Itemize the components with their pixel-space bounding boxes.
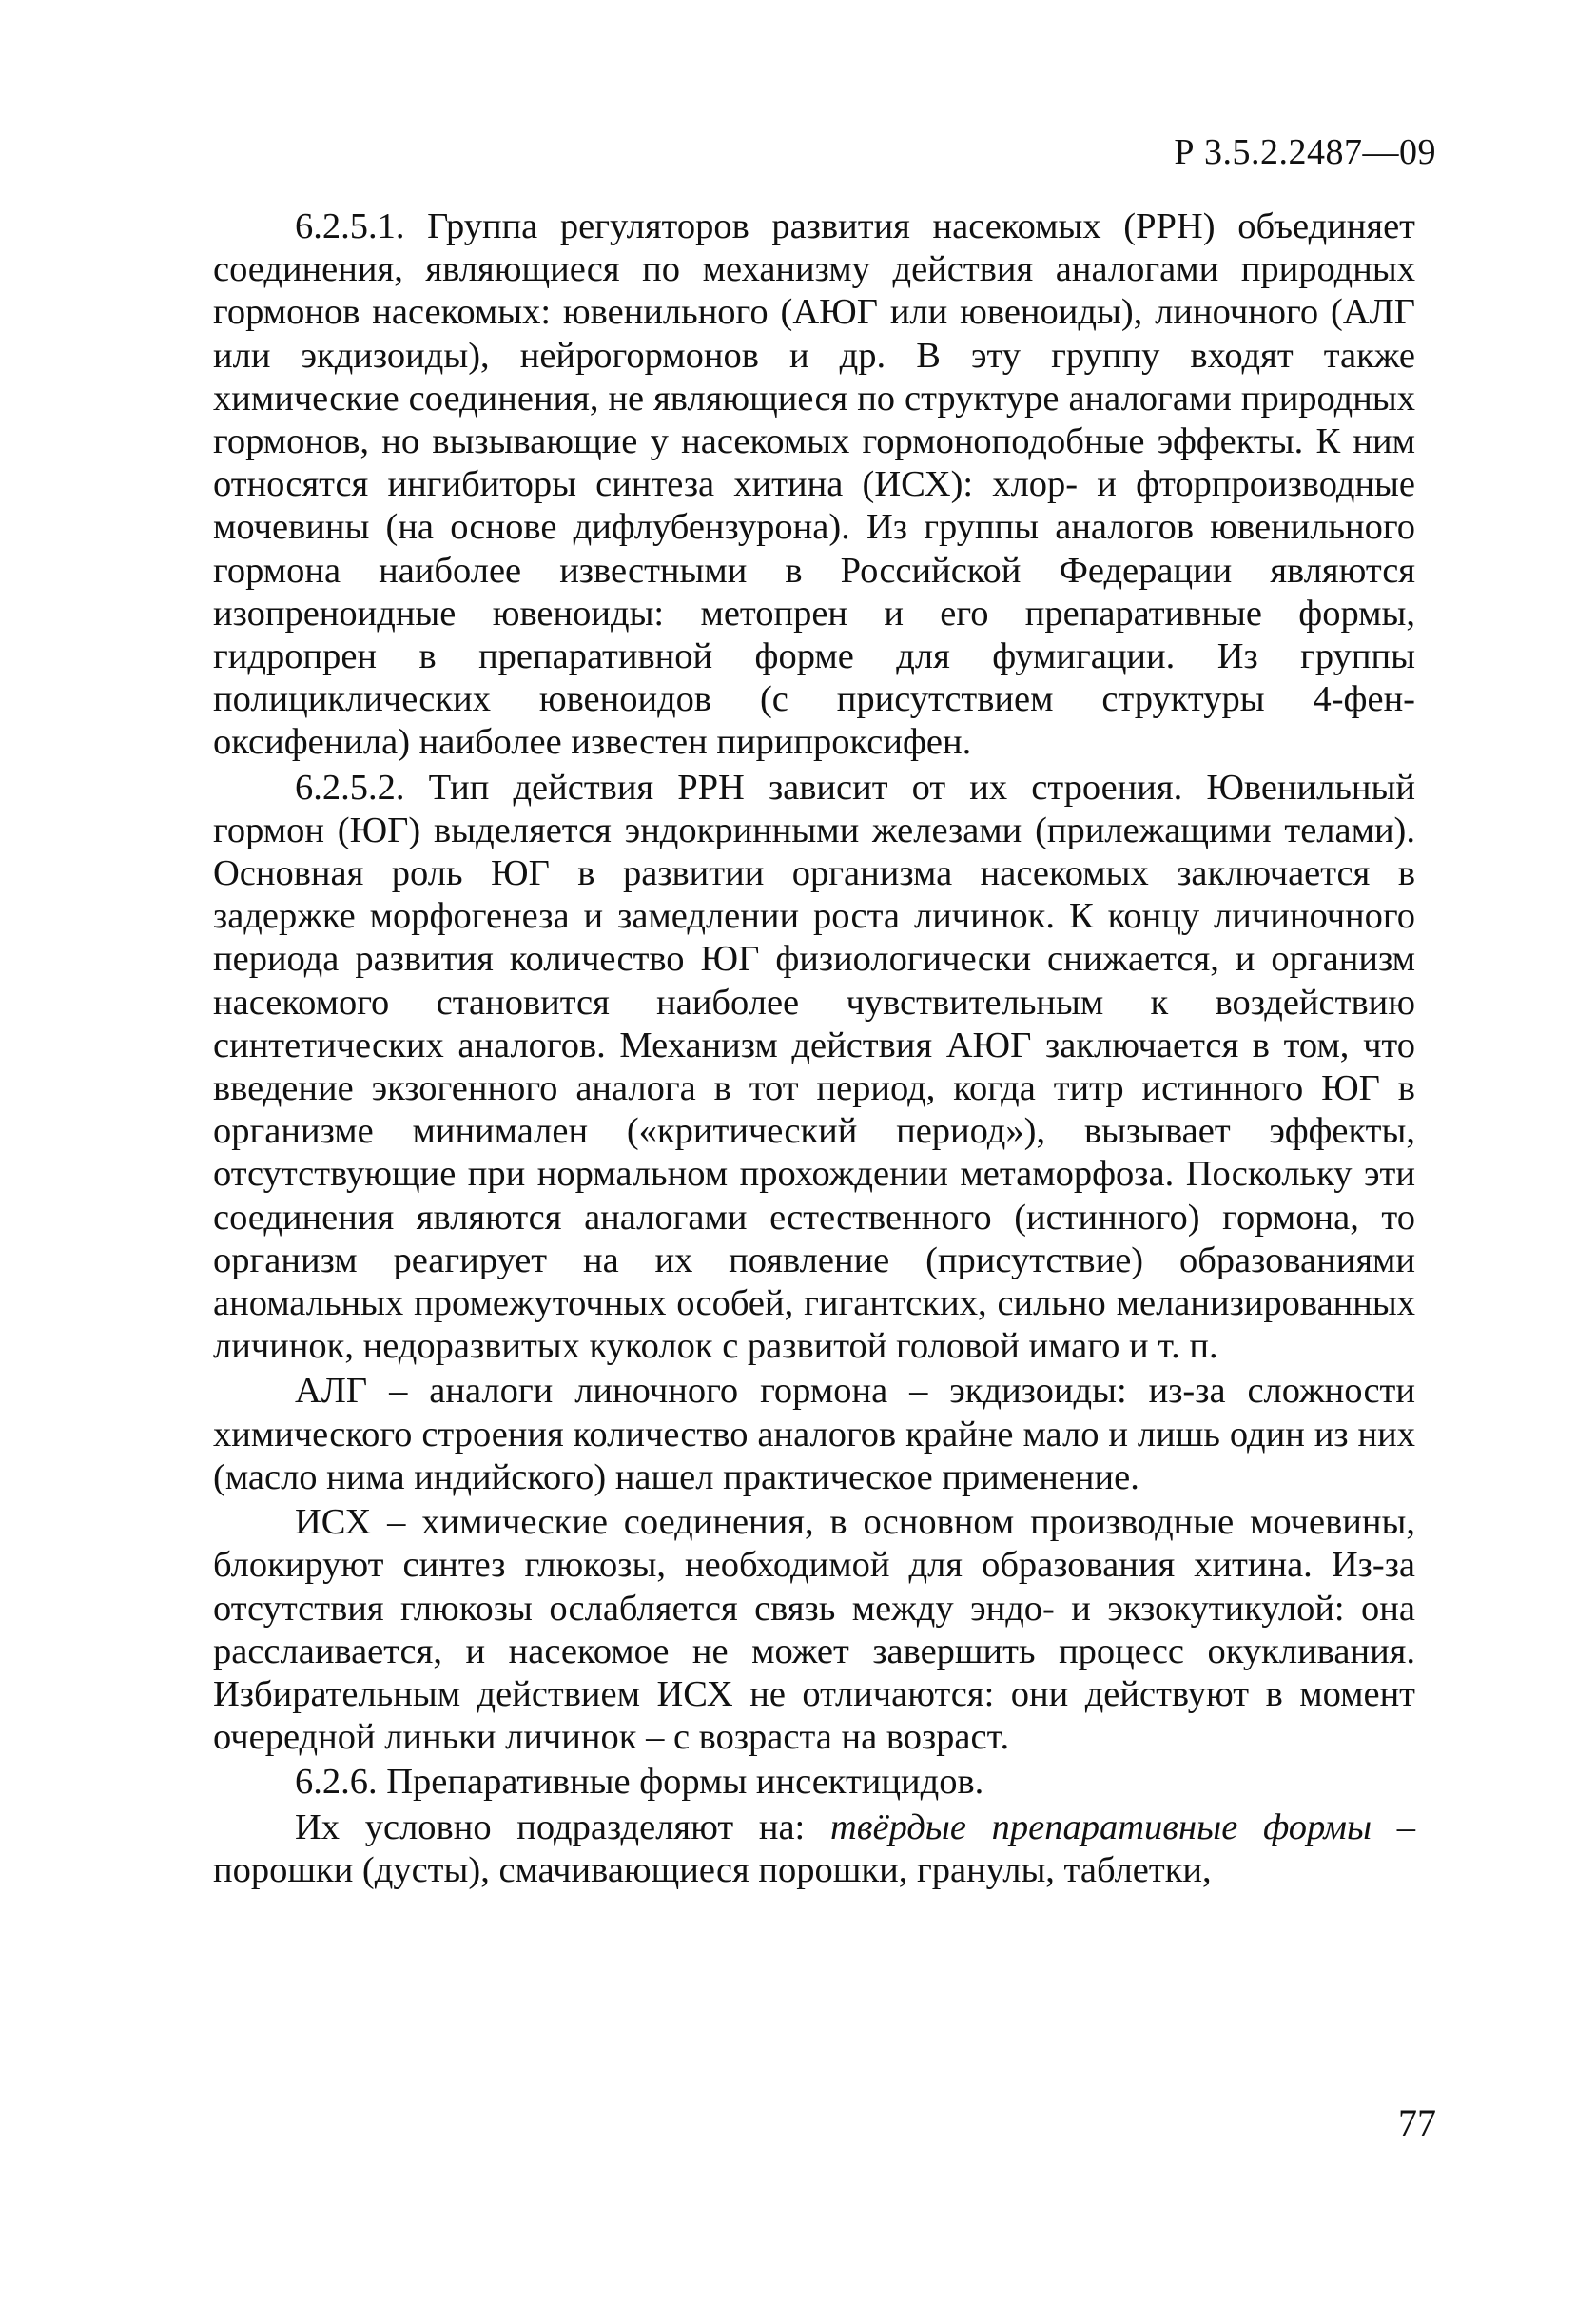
formulations-list: – порошки (дусты), смачивающиеся порошки, гранулы, таблетки, (213, 1806, 1416, 1890)
formulations-intro: Их условно подразделяют на: (295, 1806, 830, 1847)
paragraph-6-2-6: 6.2.6. Препаративные формы инсектицидов. (295, 1762, 984, 1803)
paragraph-formulations (213, 1806, 1415, 1892)
body-text (213, 205, 1415, 1892)
paragraph-6-2-5-1: 6.2.5.1. Группа регуляторов развития насекомых (РРН) объединяет соединения, являющиеся по механизму действия аналогами природных гормонов насекомых: ювенильного (АЮГ или ювеноиды), линочного (АЛГ или экдизоиды), нейрогормонов и др. В эту группу входят также химические соединения, не являющиеся по структуре аналогами природных гормонов, но вызывающие у насекомых гормоноподобные эффекты. К ним относятся ингибиторы синтеза хитина (ИСХ): хлор- и фторпроизводные мочевины (на основе дифлубензурона). Из группы аналогов ювенильного гормона наиболее известными в Российской Федерации являются изопреноидные ювеноиды: метопрен и его препаративные формы, гидропрен в препаративной форме для фумигации. Из группы полициклических ювеноидов (с присутствием структуры 4-фен-оксифенила) наиболее известен пирипроксифен. (213, 206, 1415, 763)
page-number: 77 (1398, 2101, 1436, 2144)
paragraph-alg: АЛГ – аналоги линочного гормона – экдизоиды: из-за сложности химического строения количество аналогов крайне мало и лишь один из них (масло нима индийского) нашел практическое применение. (213, 1371, 1415, 1497)
paragraph-6-2-5-2: 6.2.5.2. Тип действия РРН зависит от их строения. Ювенильный гормон (ЮГ) выделяется эндокринными железами (прилежащими телами). Основная роль ЮГ в развитии организма насекомых заключается в задержке морфогенеза и замедлении роста личинок. К концу личиночного периода развития количество ЮГ физиологически снижается, и организм насекомого становится наиболее чувствительным к воздействию синтетических аналогов. Механизм действия АЮГ заключается в том, что введение экзогенного аналога в тот период, когда титр истинного ЮГ в организме минимален («критический период»), вызывает эффекты, отсутствующие при нормальном прохождении метаморфоза. Поскольку эти соединения являются аналогами естественного (истинного) гормона, то организм реагирует на их появление (присутствие) образованиями аномальных промежуточных особей, гигантских, сильно меланизированных личинок, недоразвитых куколок с развитой головой имаго и т. п. (213, 767, 1415, 1367)
paragraph-isx: ИСХ – химические соединения, в основном производные мочевины, блокируют синтез глюкозы, необходимой для образования хитина. Из-за отсутствия глюкозы ослабляется связь между эндо- и экзокутикулой: она расслаивается, и насекомое не может завершить процесс окукливания. Избирательным действием ИСХ не отличаются: они действуют в момент очередной линьки личинок – с возраста на возраст. (213, 1502, 1415, 1758)
solid-formulations-term: твёрдые препаративные формы (829, 1806, 1372, 1847)
document-code: Р 3.5.2.2487—09 (1174, 132, 1436, 172)
